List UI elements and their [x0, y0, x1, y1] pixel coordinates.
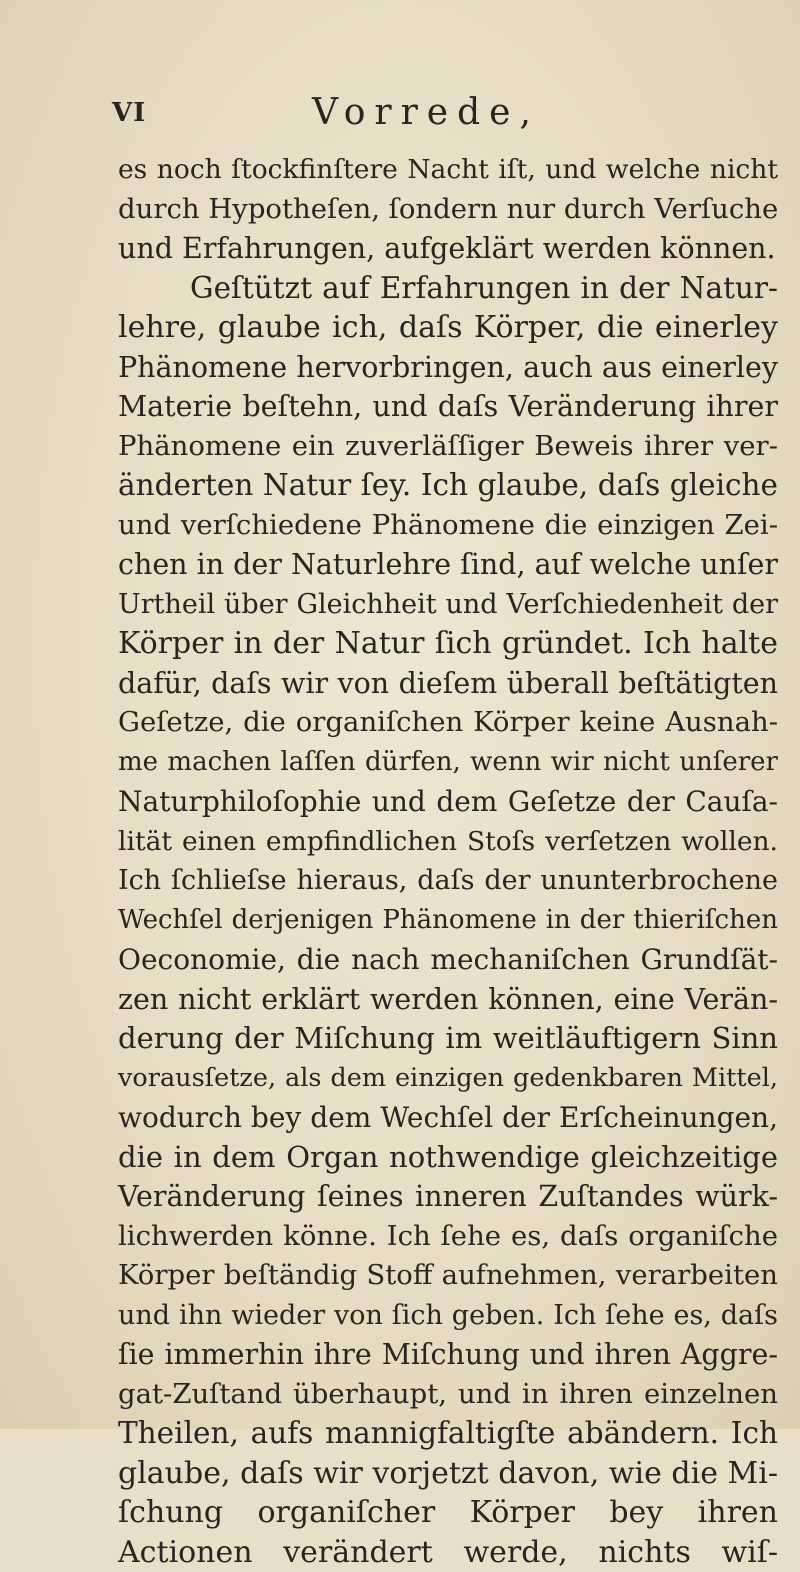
text-line: Urtheil über Gleichheit und Verſchiedenheit der	[118, 585, 778, 625]
text-line: zen nicht erklärt werden können, eine Verän-	[118, 980, 778, 1020]
text-line: Phänomene ein zuverläſſiger Beweis ihrer ver-	[118, 427, 778, 467]
text-line: Phänomene hervorbringen, auch aus einerley	[118, 348, 778, 388]
text-line: Körper beſtändig Stoff aufnehmen, verarbeiten	[118, 1256, 778, 1296]
text-line: Actionen verändert werde, nichts wiſ-	[118, 1533, 778, 1572]
text-line: derung der Miſchung im weitläuftigern Sinn	[118, 1019, 778, 1059]
text-line: me machen laſſen dürfen, wenn wir nicht unſerer	[118, 743, 778, 783]
text-line: ſie immerhin ihre Miſchung und ihren Aggre-	[118, 1335, 778, 1375]
text-line: chen in der Naturlehre ſind, auf welche unſer	[118, 545, 778, 585]
text-line: gat-Zuſtand überhaupt, und in ihren einzelnen	[118, 1375, 778, 1415]
text-line: lität einen empfindlichen Stoſs verſetzen wollen.	[118, 822, 778, 862]
text-line: die in dem Organ nothwendige gleichzeitige	[118, 1138, 778, 1178]
text-line: Geſtützt auf Erfahrungen in der Natur-	[118, 269, 778, 309]
body-text	[118, 150, 778, 1572]
text-line: ſchung organiſcher Körper bey ihren	[118, 1493, 778, 1533]
text-line: änderten Natur ſey. Ich glaube, daſs gleiche	[118, 466, 778, 506]
page-header	[112, 92, 712, 142]
text-line: dafür, daſs wir von dieſem überall beſtätigten	[118, 664, 778, 704]
text-line: und verſchiedene Phänomene die einzigen Zei-	[118, 506, 778, 546]
text-line: lehre, glaube ich, daſs Körper, die einerley	[118, 308, 778, 348]
text-line: lichwerden könne. Ich ſehe es, daſs organiſche	[118, 1217, 778, 1257]
text-line: und Erfahrungen, aufgeklärt werden können.	[118, 229, 778, 269]
text-line: es noch ſtockfinſtere Nacht iſt, und welche nicht	[118, 150, 778, 190]
text-line: durch Hypotheſen, ſondern nur durch Verſuche	[118, 190, 778, 230]
text-line: Körper in der Natur ſich gründet. Ich halte	[118, 624, 778, 664]
text-line: glaube, daſs wir vorjetzt davon, wie die Mi-	[118, 1454, 778, 1494]
text-line: Naturphiloſophie und dem Geſetze der Cauſa-	[118, 782, 778, 822]
page-number: VI	[112, 98, 146, 128]
text-line: Theilen, aufs mannigfaltigſte abändern. Ich	[118, 1414, 778, 1454]
text-line: Geſetze, die organiſchen Körper keine Ausnah-	[118, 703, 778, 743]
text-line: Materie beſtehn, und daſs Veränderung ihrer	[118, 387, 778, 427]
text-line: Wechſel derjenigen Phänomene in der thieriſchen	[118, 901, 778, 941]
text-line: Ich ſchlieſse hieraus, daſs der ununterbrochene	[118, 861, 778, 901]
text-line: wodurch bey dem Wechſel der Erſcheinungen,	[118, 1098, 778, 1138]
text-line: und ihn wieder von ſich geben. Ich ſehe es, daſs	[118, 1296, 778, 1336]
text-line: Veränderung ſeines inneren Zuſtandes würk-	[118, 1177, 778, 1217]
text-line: Oeconomie, die nach mechaniſchen Grundſät-	[118, 940, 778, 980]
running-head: Vorrede,	[312, 92, 540, 133]
text-line: vorausſetze, als dem einzigen gedenkbaren Mittel,	[118, 1059, 778, 1099]
